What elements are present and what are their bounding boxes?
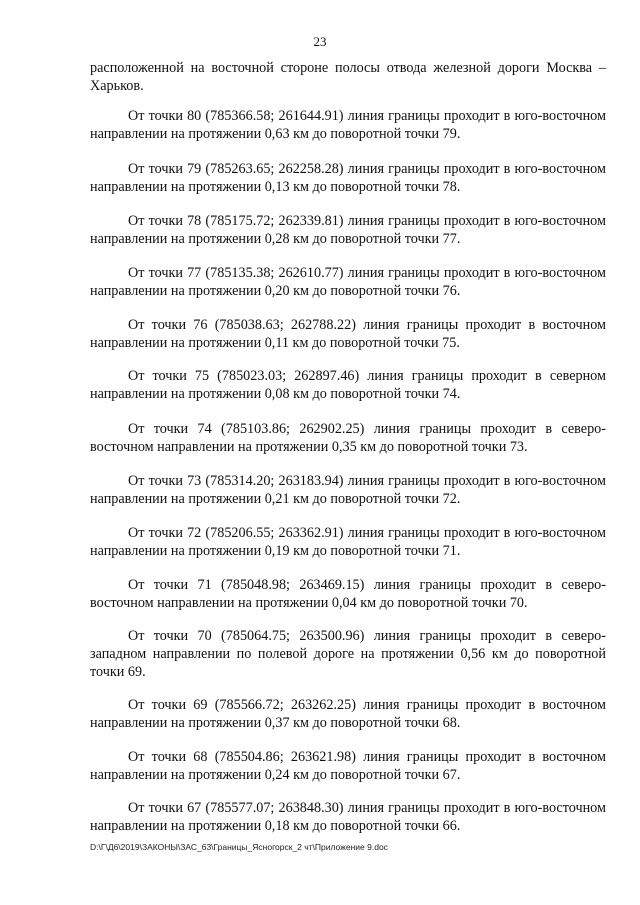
page-number: 23 (313, 34, 327, 49)
paragraph-point-69: От точки 69 (785566.72; 263262.25) линия границы проходит в восточном направлении на протяжении 0,37 км до поворотной точки 68. (90, 697, 606, 731)
footer-file-path: D:\Г\Д6\2019\ЗАКОНЫ\ЗАС_63\Границы_Ясногорск_2 чт\Приложение 9.doc (90, 842, 388, 852)
paragraph-point-73: От точки 73 (785314.20; 263183.94) линия границы проходит в юго-восточном направлении на протяжении 0,21 км до поворотной точки 72. (90, 473, 606, 507)
paragraph-point-77: От точки 77 (785135.38; 262610.77) линия границы проходит в юго-восточном направлении на протяжении 0,20 км до поворотной точки 76. (90, 265, 606, 299)
paragraph-point-68: От точки 68 (785504.86; 263621.98) линия границы проходит в восточном направлении на протяжении 0,24 км до поворотной точки 67. (90, 749, 606, 783)
paragraph-point-80: От точки 80 (785366.58; 261644.91) линия границы проходит в юго-восточном направлении на протяжении 0,63 км до поворотной точки 79. (90, 108, 606, 142)
paragraph-point-79: От точки 79 (785263.65; 262258.28) линия границы проходит в юго-восточном направлении на протяжении 0,13 км до поворотной точки 78. (90, 161, 606, 195)
paragraph-point-72: От точки 72 (785206.55; 263362.91) линия границы проходит в юго-восточном направлении на протяжении 0,19 км до поворотной точки 71. (90, 525, 606, 559)
paragraph-point-67: От точки 67 (785577.07; 263848.30) линия границы проходит в юго-восточном направлении на протяжении 0,18 км до поворотной точки 66. (90, 800, 606, 834)
paragraph-point-76: От точки 76 (785038.63; 262788.22) линия границы проходит в восточном направлении на протяжении 0,11 км до поворотной точки 75. (90, 317, 606, 351)
paragraph-point-74: От точки 74 (785103.86; 262902.25) линия границы проходит в северо-восточном направлении на протяжении 0,35 км до поворотной точки 73. (90, 421, 606, 455)
paragraph-point-70: От точки 70 (785064.75; 263500.96) линия границы проходит в северо-западном направлении по полевой дороге на протяжении 0,56 км до поворотной точки 69. (90, 628, 606, 680)
paragraph-point-78: От точки 78 (785175.72; 262339.81) линия границы проходит в юго-восточном направлении на протяжении 0,28 км до поворотной точки 77. (90, 213, 606, 247)
paragraph-point-71: От точки 71 (785048.98; 263469.15) линия границы проходит в северо-восточном направлении на протяжении 0,04 км до поворотной точки 70. (90, 577, 606, 611)
paragraph-point-75: От точки 75 (785023.03; 262897.46) линия границы проходит в северном направлении на протяжении 0,08 км до поворотной точки 74. (90, 368, 606, 402)
paragraph-continuation: расположенной на восточной стороне полосы отвода железной дороги Москва – Харьков. (90, 60, 606, 94)
